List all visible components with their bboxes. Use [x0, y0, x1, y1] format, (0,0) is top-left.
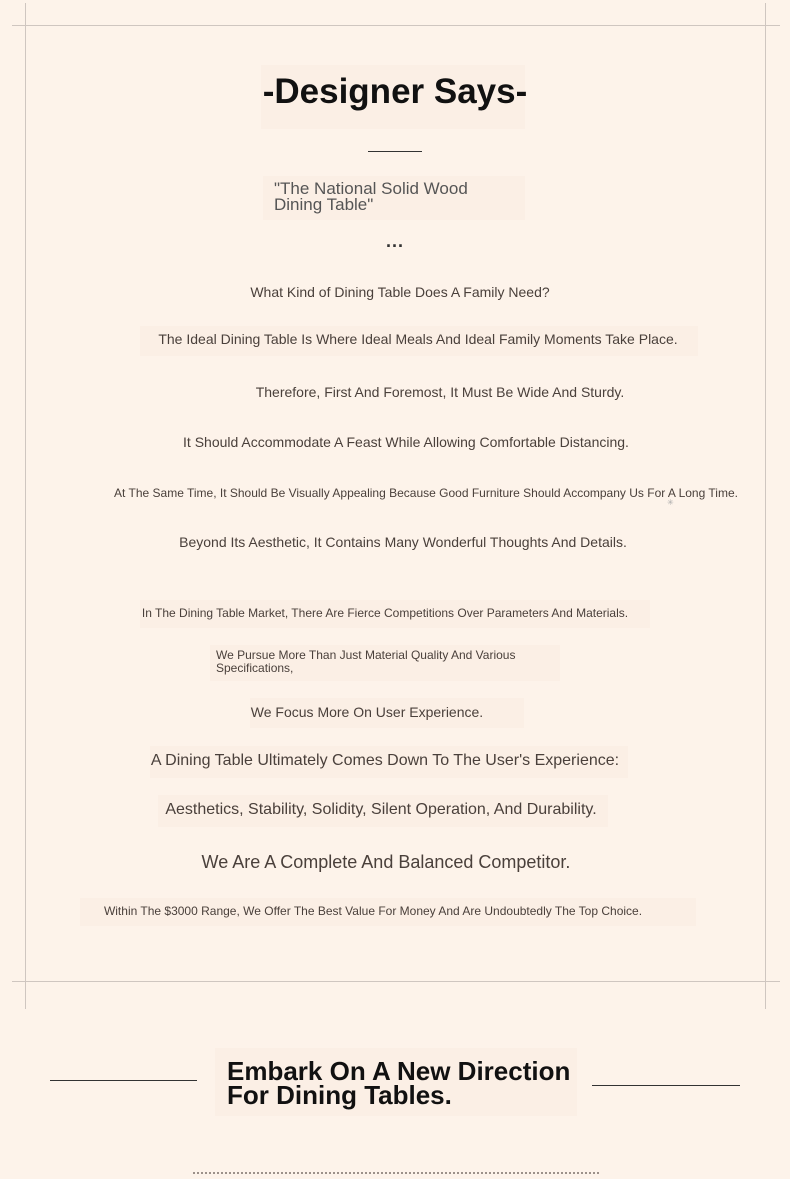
body-line: We Are A Complete And Balanced Competitor.: [201, 852, 571, 872]
frame-bottom-line: [12, 981, 780, 982]
body-line: The Ideal Dining Table Is Where Ideal Meals And Ideal Family Moments Take Place.: [158, 331, 678, 347]
body-line: In The Dining Table Market, There Are Fierce Competitions Over Parameters And Materials.: [141, 606, 629, 620]
body-line: A Dining Table Ultimately Comes Down To The User's Experience:: [150, 752, 620, 769]
designer-title: -Designer Says-: [262, 72, 528, 111]
section-rule-left: [50, 1080, 197, 1081]
body-line: At The Same Time, It Should Be Visually Appealing Because Good Furniture Should Accompany Us For A Long Time.: [114, 486, 738, 500]
body-line: Therefore, First And Foremost, It Must Be Wide And Sturdy.: [255, 384, 625, 400]
section-title: Embark On A New Direction For Dining Tables.: [227, 1056, 571, 1110]
body-line: It Should Accommodate A Feast While Allowing Comfortable Distancing.: [183, 434, 629, 450]
dotted-divider: [193, 1172, 599, 1174]
sparkle-icon: ✳: [667, 498, 674, 507]
body-line: Aesthetics, Stability, Solidity, Silent Operation, And Durability.: [165, 801, 597, 818]
body-line: We Pursue More Than Just Material Quality And Various Specifications,: [216, 648, 516, 675]
ellipsis-divider: ...: [385, 231, 404, 251]
section-rule-right: [592, 1085, 740, 1086]
title-underline: [368, 151, 422, 152]
body-line: What Kind of Dining Table Does A Family Need?: [250, 284, 550, 300]
body-line: Within The $3000 Range, We Offer The Best Value For Money And Are Undoubtedly The Top Choice.: [103, 904, 643, 918]
designer-subtitle: "The National Solid Wood Dining Table": [274, 179, 468, 214]
frame-top-line: [12, 25, 780, 26]
body-line: Beyond Its Aesthetic, It Contains Many Wonderful Thoughts And Details.: [179, 534, 627, 550]
body-line: We Focus More On User Experience.: [250, 704, 484, 720]
